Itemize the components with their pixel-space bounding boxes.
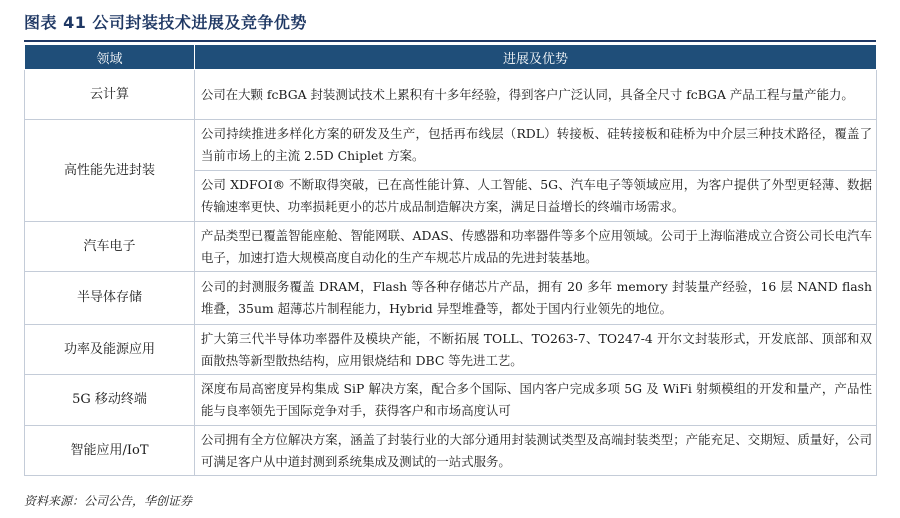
figure-title: 图表 41 公司封装技术进展及竞争优势 — [24, 13, 307, 32]
row-description: 公司持续推进多样化方案的研发及生产，包括再布线层（RDL）转接板、硅转接板和硅桥为中介层三种技术路径，覆盖了当前市场上的主流 2.5D Chiplet 方案。 — [195, 120, 877, 171]
table-row — [25, 426, 877, 476]
header-progress: 进展及优势 — [195, 45, 877, 70]
row-description: 扩大第三代半导体功率器件及模块产能，不断拓展 TOLL、TO263-7、TO247-4 开尔文封装形式，开发底部、顶部和双面散热等新型散热结构，应用银烧结和 DBC 等先进工艺。 — [195, 325, 877, 375]
table-header-row — [25, 45, 877, 70]
row-description: 产品类型已覆盖智能座舱、智能网联、ADAS、传感器和功率器件等多个应用领域。公司于上海临港成立合资公司长电汽车电子，加速打造大规模高度自动化的生产车规芯片成品的先进封装基地。 — [195, 222, 877, 272]
row-domain: 功率及能源应用 — [25, 325, 195, 375]
table-row — [25, 222, 877, 272]
row-domain: 半导体存储 — [25, 272, 195, 325]
title-divider — [24, 40, 876, 42]
table-row — [25, 120, 877, 171]
row-description: 公司拥有全方位解决方案，涵盖了封装行业的大部分通用封装测试类型及高端封装类型；产能充足、交期短、质量好，公司可满足客户从中道封测到系统集成及测试的一站式服务。 — [195, 426, 877, 476]
header-domain: 领域 — [25, 45, 195, 70]
row-description: 深度布局高密度异构集成 SiP 解决方案，配合多个国际、国内客户完成多项 5G 及 WiFi 射频模组的开发和量产，产品性能与良率领先于国际竞争对手，获得客户和市场高度认可 — [195, 375, 877, 426]
row-description: 公司 XDFOI® 不断取得突破，已在高性能计算、人工智能、5G、汽车电子等领域应用，为客户提供了外型更轻薄、数据传输速率更快、功率损耗更小的芯片成品制造解决方案，满足日益增长的终端市场需求。 — [195, 171, 877, 222]
row-domain: 高性能先进封装 — [25, 120, 195, 222]
table-row — [25, 375, 877, 426]
row-domain: 5G 移动终端 — [25, 375, 195, 426]
table-row — [25, 272, 877, 325]
table-row — [25, 70, 877, 120]
progress-table — [24, 44, 877, 476]
table-row — [25, 325, 877, 375]
row-description: 公司在大颗 fcBGA 封装测试技术上累积有十多年经验，得到客户广泛认同，具备全尺寸 fcBGA 产品工程与量产能力。 — [195, 70, 877, 120]
source-note: 资料来源：公司公告，华创证券 — [24, 494, 193, 508]
row-domain: 云计算 — [25, 70, 195, 120]
row-domain: 智能应用/IoT — [25, 426, 195, 476]
row-domain: 汽车电子 — [25, 222, 195, 272]
row-description: 公司的封测服务覆盖 DRAM，Flash 等各种存储芯片产品，拥有 20 多年 memory 封装量产经验，16 层 NAND flash 堆叠，35um 超薄芯片制程能力，Hybrid 异型堆叠等，都处于国内行业领先的地位。 — [195, 272, 877, 325]
